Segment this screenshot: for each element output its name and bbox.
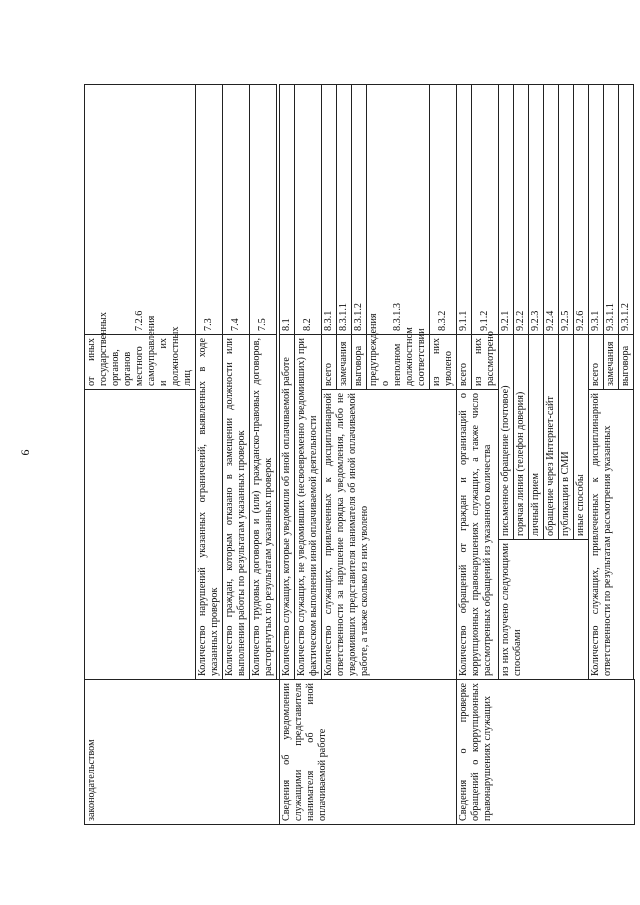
row-group-label: из них получено следующими способами	[499, 540, 589, 680]
row-code: 9.3.1.2	[619, 85, 634, 335]
row-text: горячая линия (телефон доверия)	[514, 335, 529, 540]
row-text: замечания	[604, 335, 619, 390]
row-text	[85, 390, 196, 680]
row-text: всего	[457, 335, 472, 390]
row-code: 9.2.2	[514, 85, 529, 335]
row-text: предупреждения о неполном должностном соответствии	[367, 335, 430, 390]
row-code: 8.3.1	[322, 85, 337, 335]
row-text: из них рассмотрено	[472, 335, 499, 390]
row-spacer	[634, 85, 635, 680]
row-text: всего	[589, 335, 604, 390]
page-number: 9	[18, 449, 33, 456]
row-code: 7.5	[250, 85, 277, 335]
section-law: законодательством	[85, 680, 280, 825]
table-row	[85, 85, 196, 825]
row-code: 9.1.1	[457, 85, 472, 335]
section-notifications: Сведения об уведомлении служащими представителя нанимателя об иной оплачиваемой работе	[280, 680, 457, 825]
report-table	[84, 84, 635, 825]
row-code: 8.3.1.3	[367, 85, 430, 335]
row-text: выговора	[352, 335, 367, 390]
row-group-label: Количество служащих, привлеченных к дисциплинарной ответственности за нарушение порядка уведомления, либо не уведомивших представителя нанимателя об иной оплачиваемой работе, а также сколько из них уволено	[322, 390, 457, 680]
row-text: Количество граждан, которым отказано в замещении должности или выполнении работы по результатам указанных проверок	[223, 335, 250, 680]
row-code: 9.2.4	[544, 85, 559, 335]
row-text: Количество нарушений указанных ограничений, выявленных в ходе указанных проверок	[196, 335, 223, 680]
row-code: 8.3.1.2	[352, 85, 367, 335]
row-code: 7.3	[196, 85, 223, 335]
report-table-container	[84, 85, 631, 825]
row-text: Количество трудовых договоров и (или) гражданско-правовых договоров, расторгнутых по результатам указанных проверок	[250, 335, 277, 680]
row-code: 7.2.6	[85, 85, 196, 335]
row-group-label: Количество обращений от граждан и организаций о коррупционных правонарушениях служащих, а также число рассмотренных обращений из указанного количества	[457, 390, 499, 680]
row-text: Количество служащих, которые уведомили об иной оплачиваемой работе	[280, 335, 295, 680]
row-code: 8.1	[280, 85, 295, 335]
row-text: из них уволено	[430, 335, 457, 390]
row-group-label: Количество служащих, привлеченных к дисциплинарной ответственности по результатам рассмотрения указанных	[589, 390, 634, 680]
row-text: Количество служащих, не уведомивших (несвоевременно уведомивших) при фактическом выполнении иной оплачиваемой деятельности	[295, 335, 322, 680]
row-code: 9.1.2	[472, 85, 499, 335]
row-code: 9.3.1.1	[604, 85, 619, 335]
row-text: от иных государственных органов, органов местного самоуправления и их должностных лиц	[85, 335, 196, 390]
section-appeals: Сведения о проверке обращений о коррупционных правонарушениях служащих	[457, 680, 635, 825]
row-text: всего	[322, 335, 337, 390]
row-text: замечания	[337, 335, 352, 390]
row-text: публикации в СМИ	[559, 335, 574, 540]
row-code: 8.3.1.1	[337, 85, 352, 335]
table-row	[457, 85, 472, 825]
row-code: 9.2.1	[499, 85, 514, 335]
row-code: 9.2.5	[559, 85, 574, 335]
row-code: 9.2.3	[529, 85, 544, 335]
row-code: 8.3.2	[430, 85, 457, 335]
row-code: 9.2.6	[574, 85, 589, 335]
row-text: выговора	[619, 335, 634, 390]
table-row	[280, 85, 295, 825]
row-code: 8.2	[295, 85, 322, 335]
row-text: письменное обращение (почтовое)	[499, 335, 514, 540]
row-code: 7.4	[223, 85, 250, 335]
row-text: личный прием	[529, 335, 544, 540]
row-code: 9.3.1	[589, 85, 604, 335]
row-text: иные способы	[574, 335, 589, 540]
row-text: обращение через Интернет-сайт	[544, 335, 559, 540]
